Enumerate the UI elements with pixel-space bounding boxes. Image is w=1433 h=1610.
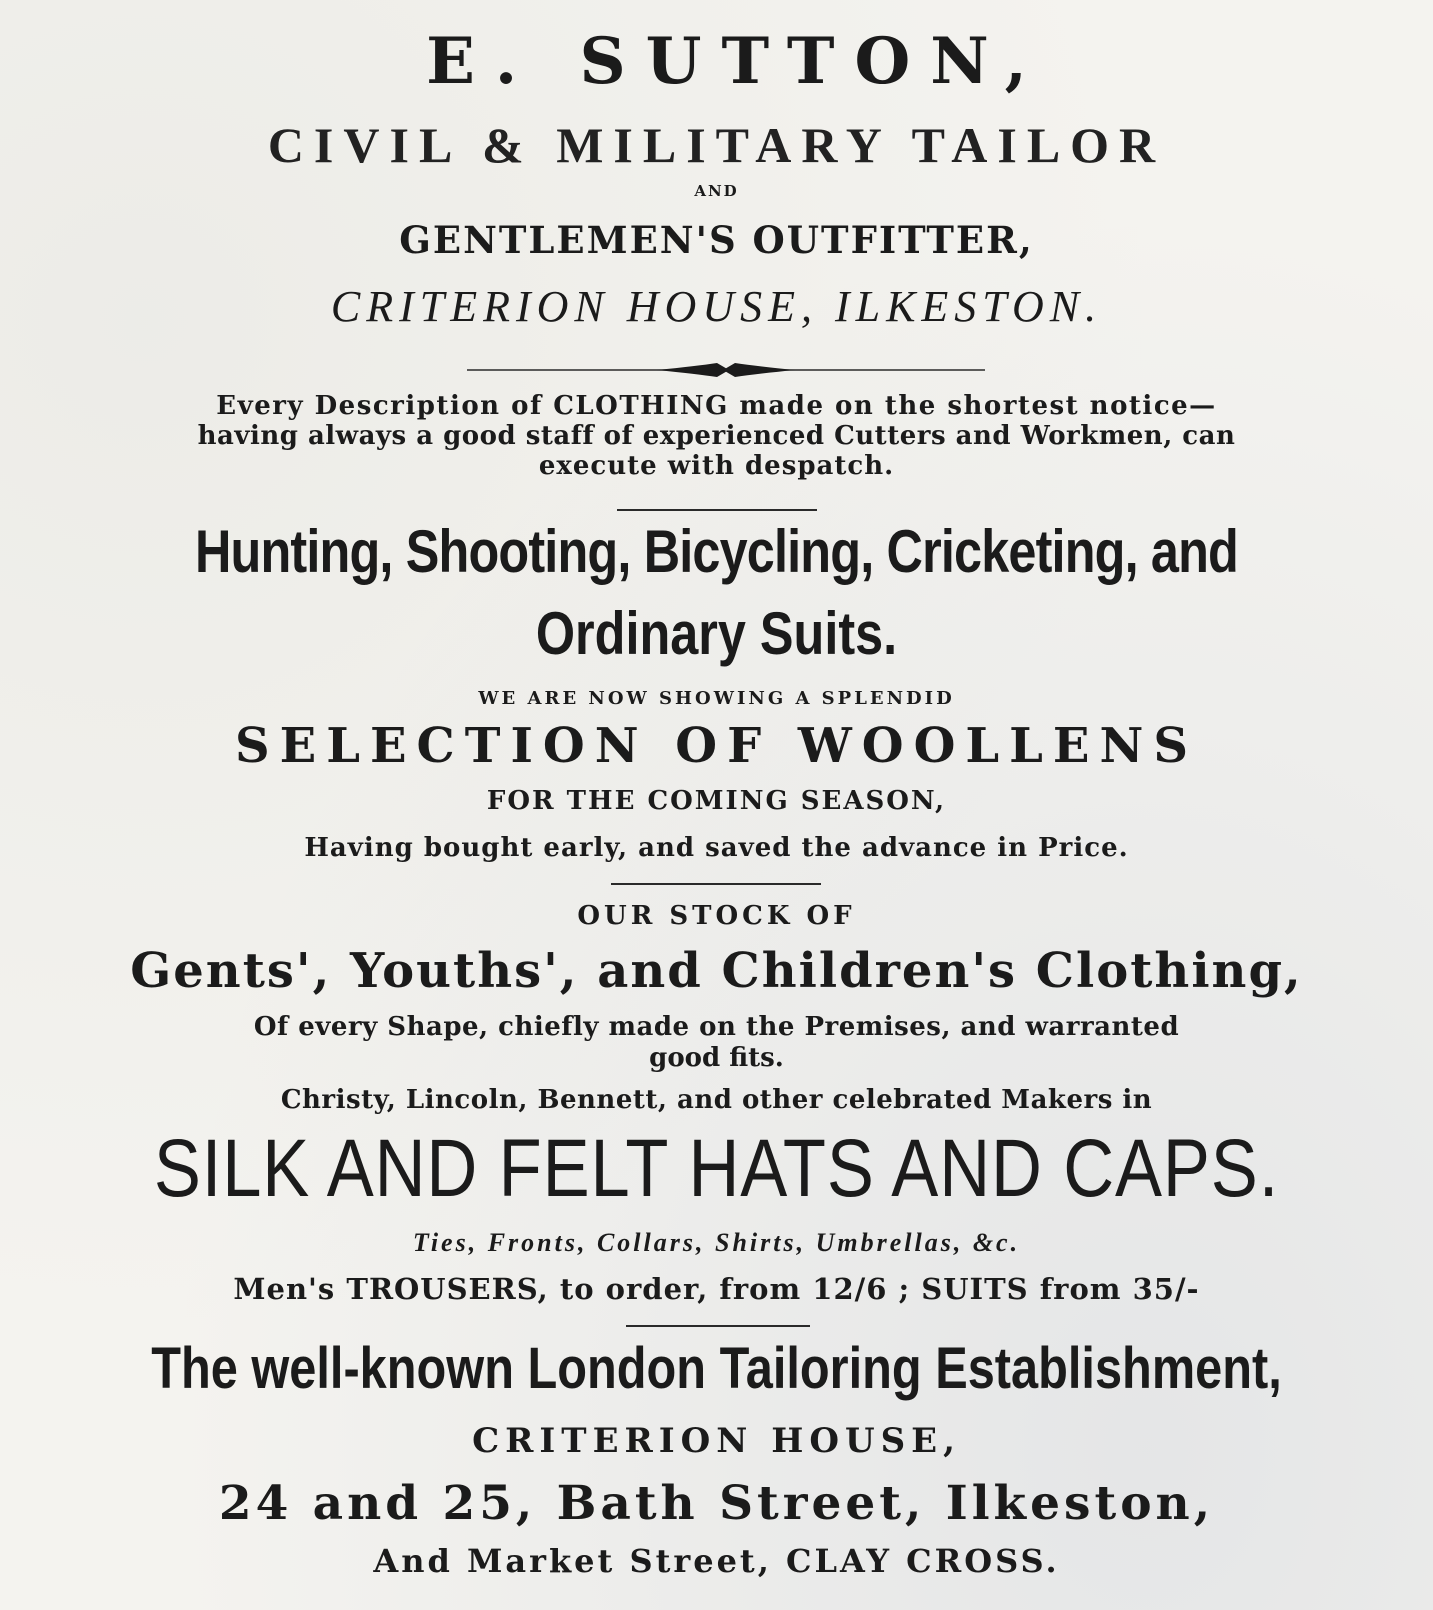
divider-2 (611, 883, 821, 885)
shape-line-2: good fits. (649, 1043, 784, 1073)
divider-3 (626, 1325, 810, 1327)
description-line-2: having always a good staff of experienced Cutters and Workmen, can (197, 421, 1236, 451)
makers-text: Christy, Lincoln, Bennett, and other celebrated Makers in (280, 1085, 1153, 1115)
ornamental-divider (467, 360, 985, 380)
suits-heading-line-1: Hunting, Shooting, Bicycling, Cricketing, and (194, 518, 1239, 585)
stock-text: OUR STOCK OF (577, 901, 856, 931)
market-street-address: And Market Street, CLAY CROSS. (373, 1542, 1060, 1580)
shape-line-1: Of every Shape, chiefly made on the Premises, and warranted (253, 1012, 1180, 1042)
season-text: FOR THE COMING SEASON, (486, 786, 947, 816)
description-line-3: execute with despatch. (538, 451, 895, 481)
bath-street-address: 24 and 25, Bath Street, Ilkeston, (218, 1476, 1215, 1531)
ties-text: Ties, Fronts, Collars, Shirts, Umbrellas, &c. (412, 1228, 1021, 1257)
woollens-heading: SELECTION OF WOOLLENS (234, 718, 1199, 774)
and-text: AND (694, 182, 739, 200)
outfitter-heading: GENTLEMEN'S OUTFITTER, (399, 218, 1034, 262)
establishment-heading: The well-known London Tailoring Establishment, (151, 1336, 1282, 1401)
criterion-heading: CRITERION HOUSE, (472, 1421, 961, 1461)
hats-heading: SILK AND FELT HATS AND CAPS. (153, 1123, 1280, 1214)
name-heading: E. SUTTON, (426, 24, 1047, 99)
bought-text: Having bought early, and saved the advance in Price. (304, 833, 1129, 863)
divider-1 (617, 509, 817, 511)
trade-heading: CIVIL & MILITARY TAILOR (267, 117, 1166, 173)
address-top: CRITERION HOUSE, ILKESTON. (330, 282, 1103, 331)
trousers-text: Men's TROUSERS, to order, from 12/6 ; SUITS from 35/- (233, 1272, 1200, 1306)
description-line-1: Every Description of CLOTHING made on the shortest notice— (216, 391, 1217, 421)
showing-text: WE ARE NOW SHOWING A SPLENDID (478, 688, 955, 709)
suits-heading-line-2: Ordinary Suits. (535, 600, 898, 667)
clothing-heading: Gents', Youths', and Children's Clothing, (130, 943, 1303, 999)
